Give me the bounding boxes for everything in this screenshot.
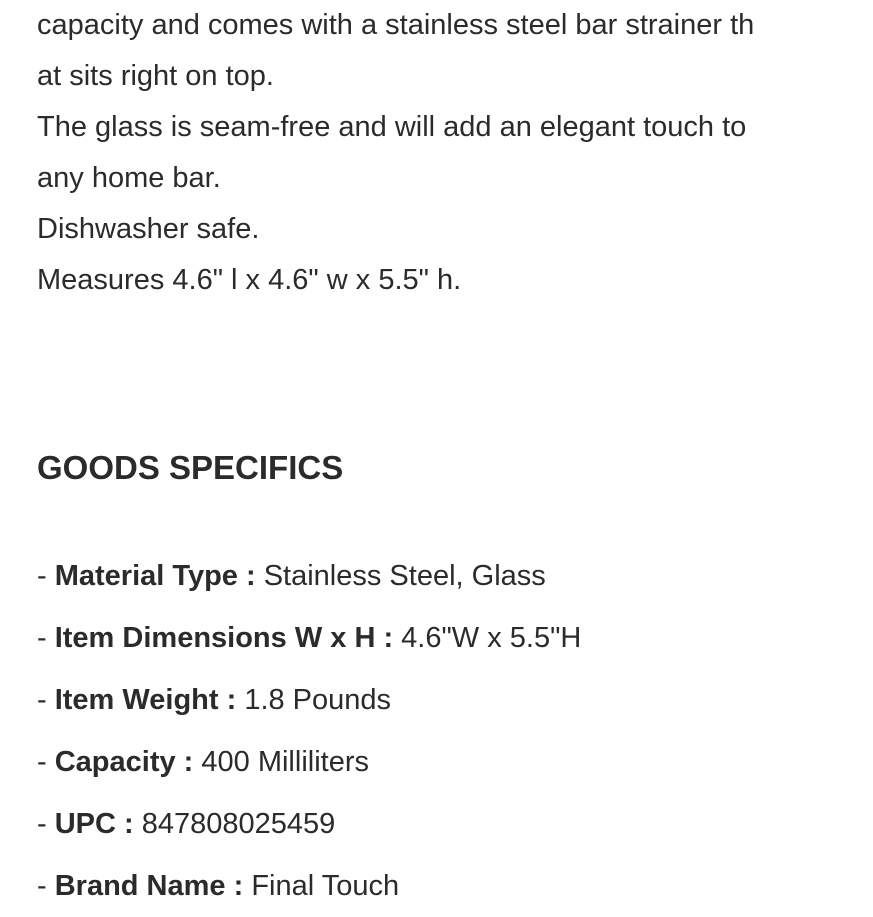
- spec-label: [55, 684, 245, 716]
- spec-bullet: -: [37, 684, 55, 716]
- spec-label: [55, 746, 202, 778]
- spec-value: 4.6"W x 5.5"H: [401, 622, 582, 654]
- spec-bullet: -: [37, 746, 55, 778]
- spec-value: Stainless Steel, Glass: [263, 560, 546, 592]
- spec-separator: :: [115, 808, 142, 840]
- spec-value: 400 Milliliters: [201, 746, 369, 778]
- spec-label-text: Capacity: [54, 746, 176, 778]
- spec-label: [55, 622, 401, 654]
- spec-value: 847808025459: [141, 808, 336, 840]
- description-line: The glass is seam-free and will add an elegant touch to: [37, 111, 747, 143]
- description-line: Dishwasher safe.: [37, 213, 260, 245]
- spec-separator: :: [375, 622, 402, 654]
- specs-list: [37, 545, 857, 917]
- spec-label-text: UPC: [54, 808, 116, 840]
- description-line: Measures 4.6" l x 4.6" w x 5.5" h.: [37, 264, 462, 296]
- spec-bullet: -: [37, 560, 55, 592]
- product-description: [37, 0, 837, 306]
- spec-bullet: -: [37, 808, 55, 840]
- spec-value: 1.8 Pounds: [244, 684, 392, 716]
- specs-heading: GOODS SPECIFICS: [37, 449, 344, 486]
- spec-label-text: Item Weight: [54, 684, 219, 716]
- spec-separator: :: [175, 746, 202, 778]
- spec-label-text: Item Dimensions W x H: [54, 622, 376, 654]
- spec-bullet: -: [37, 870, 55, 902]
- spec-label: [55, 808, 142, 840]
- spec-separator: :: [237, 560, 264, 592]
- spec-label-text: Brand Name: [54, 870, 226, 902]
- description-line: any home bar.: [37, 162, 221, 194]
- spec-item-weight: [37, 669, 857, 731]
- spec-item-brand-name: [37, 855, 857, 917]
- spec-label: [55, 560, 264, 592]
- description-line: capacity and comes with a stainless steel bar strainer th: [37, 9, 755, 41]
- spec-separator: :: [218, 684, 245, 716]
- spec-item-upc: [37, 793, 857, 855]
- spec-item-capacity: [37, 731, 857, 793]
- spec-item-dimensions: [37, 607, 857, 669]
- description-line: at sits right on top.: [37, 60, 274, 92]
- spec-item-material-type: [37, 545, 857, 607]
- spec-label: [55, 870, 252, 902]
- spec-separator: :: [225, 870, 252, 902]
- spec-label-text: Material Type: [54, 560, 238, 592]
- spec-bullet: -: [37, 622, 55, 654]
- spec-value: Final Touch: [251, 870, 400, 902]
